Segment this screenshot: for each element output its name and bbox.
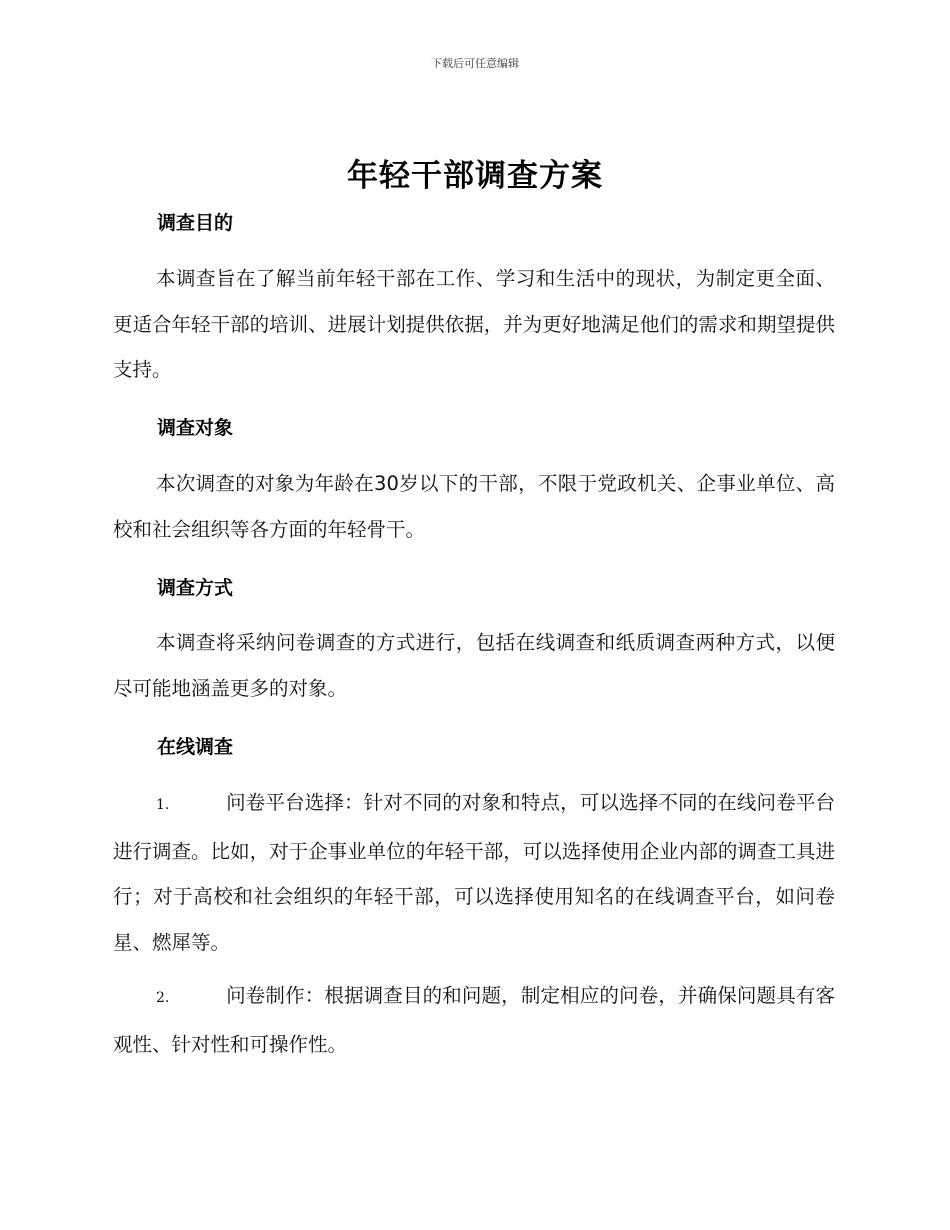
section-heading-online-survey: 在线调查 xyxy=(157,736,234,758)
header-note: 下载后可任意编辑 xyxy=(431,57,519,70)
paragraph-subjects: 本次调查的对象为年龄在30岁以下的干部，不限于党政机关、企事业单位、高校和社会组织等各方面的年轻骨干。 xyxy=(113,472,835,541)
section-heading-method: 调查方式 xyxy=(157,577,234,599)
list-item-text: 问卷制作：根据调查目的和问题，制定相应的问卷，并确保问题具有客观性、针对性和可操作性。 xyxy=(113,984,835,1056)
section-heading-purpose: 调查目的 xyxy=(157,212,234,234)
list-item-number: 2. xyxy=(156,990,170,1006)
list-item xyxy=(113,973,835,1067)
document-title: 年轻干部调查方案 xyxy=(347,158,603,194)
paragraph-method: 本调查将采纳问卷调查的方式进行，包括在线调查和纸质调查两种方式，以便尽可能地涵盖更多的对象。 xyxy=(113,631,835,700)
section-heading-subjects: 调查对象 xyxy=(157,417,234,439)
paragraph-purpose: 本调查旨在了解当前年轻干部在工作、学习和生活中的现状，为制定更全面、更适合年轻干部的培训、进展计划提供依据，并为更好地满足他们的需求和期望提供支持。 xyxy=(113,267,835,381)
list-item xyxy=(113,780,835,965)
list-item-text: 问卷平台选择：针对不同的对象和特点，可以选择不同的在线问卷平台进行调查。比如，对于企事业单位的年轻干部，可以选择使用企业内部的调查工具进行；对于高校和社会组织的年轻干部，可以选择使用知名的在线调查平台，如问卷星、燃犀等。 xyxy=(113,791,835,954)
list-item-number: 1. xyxy=(156,797,170,813)
